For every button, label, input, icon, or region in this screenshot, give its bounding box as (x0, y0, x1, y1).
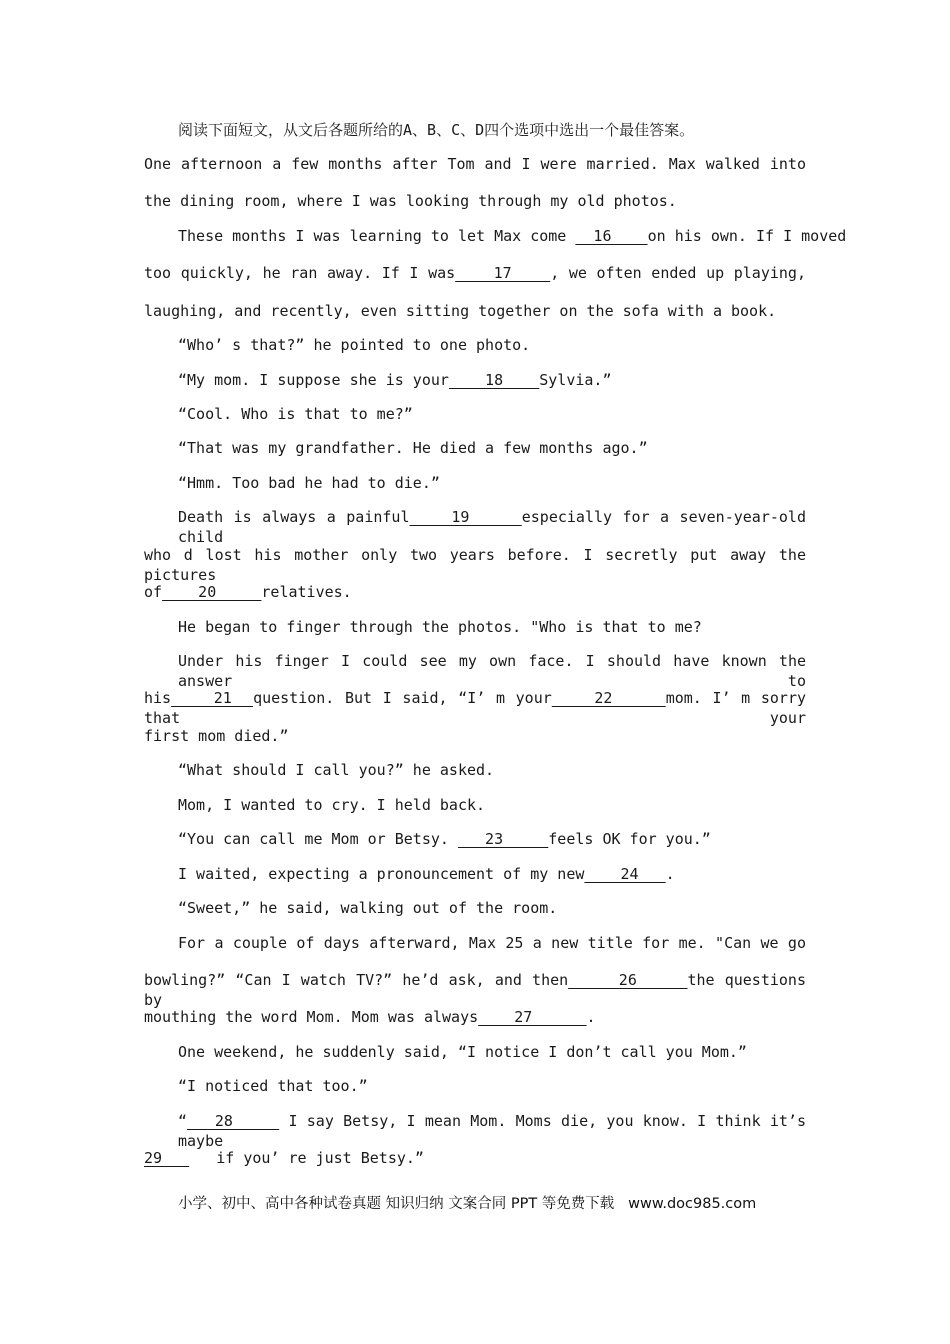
passage-line: I waited, expecting a pronouncement of my new 24 . (178, 865, 675, 883)
dialogue-line: “Cool. Who is that to me?” (178, 405, 413, 423)
blank-27: 27 (478, 1008, 587, 1026)
instruction-text: 阅读下面短文，从文后各题所给的A、B、C、D四个选项中选出一个最佳答案。 (178, 121, 695, 139)
dialogue-line: “ 28 I say Betsy, I mean Mom. Moms die, you know. I think it’s maybe (178, 1112, 806, 1150)
blank-17: 17 (455, 264, 551, 282)
dialogue-line: “That was my grandfather. He died a few months ago.” (178, 439, 648, 457)
passage-line: his 21 question. But I said, “I’ m your 22 mom. I’ m sorry that your (144, 689, 807, 727)
blank-24: 24 (584, 865, 666, 883)
blank-21: 21 (171, 689, 254, 707)
dialogue-line: “I noticed that too.” (178, 1077, 368, 1095)
blank-19: 19 (409, 508, 522, 526)
passage-line: first mom died.” (144, 727, 289, 745)
passage-line: Mom, I wanted to cry. I held back. (178, 796, 486, 814)
blank-26: 26 (568, 971, 688, 989)
footer-text: 小学、初中、高中各种试卷真题 知识归纳 文案合同 PPT 等免费下载 www.doc985.com (178, 1196, 757, 1212)
dialogue-line: “Hmm. Too bad he had to die.” (178, 474, 440, 492)
passage-line: He began to finger through the photos. "Who is that to me? (178, 618, 702, 636)
passage-line: For a couple of days afterward, Max 25 a new title for me. "Can we go (178, 934, 806, 952)
passage-line: Under his finger I could see my own face. I should have known the answer to (178, 652, 806, 690)
blank-23: 23 (457, 830, 549, 848)
blank-28: 28 (187, 1112, 280, 1130)
passage-line: Death is always a painful 19 especially for a seven-year-old child (178, 508, 806, 546)
passage-line: laughing, and recently, even sitting together on the sofa with a book. (144, 302, 777, 320)
passage-line: the dining room, where I was looking through my old photos. (144, 192, 677, 210)
dialogue-line: “My mom. I suppose she is your 18 Sylvia.” (178, 371, 612, 389)
passage-line: of 20 relatives. (144, 583, 352, 601)
passage-line: who d lost his mother only two years before. I secretly put away the pictures (144, 546, 806, 584)
passage-line: These months I was learning to let Max come 16 on his own. If I moved (178, 227, 847, 245)
passage-line: bowling?” “Can I watch TV?” he’d ask, and then 26 the questions by (144, 971, 806, 1009)
blank-22: 22 (551, 689, 666, 707)
dialogue-line: 29 if you’ re just Betsy.” (144, 1149, 424, 1167)
blank-16: 16 (575, 227, 648, 245)
blank-20: 20 (162, 583, 262, 601)
blank-29: 29 (144, 1149, 190, 1167)
dialogue-line: One weekend, he suddenly said, “I notice I don’t call you Mom.” (178, 1043, 747, 1061)
passage-line: mouthing the word Mom. Mom was always 27 . (144, 1008, 596, 1026)
dialogue-line: “Sweet,” he said, walking out of the room. (178, 899, 558, 917)
dialogue-line: “You can call me Mom or Betsy. 23 feels OK for you.” (178, 830, 711, 848)
dialogue-line: “Who’ s that?” he pointed to one photo. (178, 336, 531, 354)
blank-18: 18 (448, 371, 540, 389)
passage-line: One afternoon a few months after Tom and I were married. Max walked into (144, 155, 806, 173)
dialogue-line: “What should I call you?” he asked. (178, 761, 495, 779)
passage-line: too quickly, he ran away. If I was 17 , we often ended up playing, (144, 264, 806, 282)
